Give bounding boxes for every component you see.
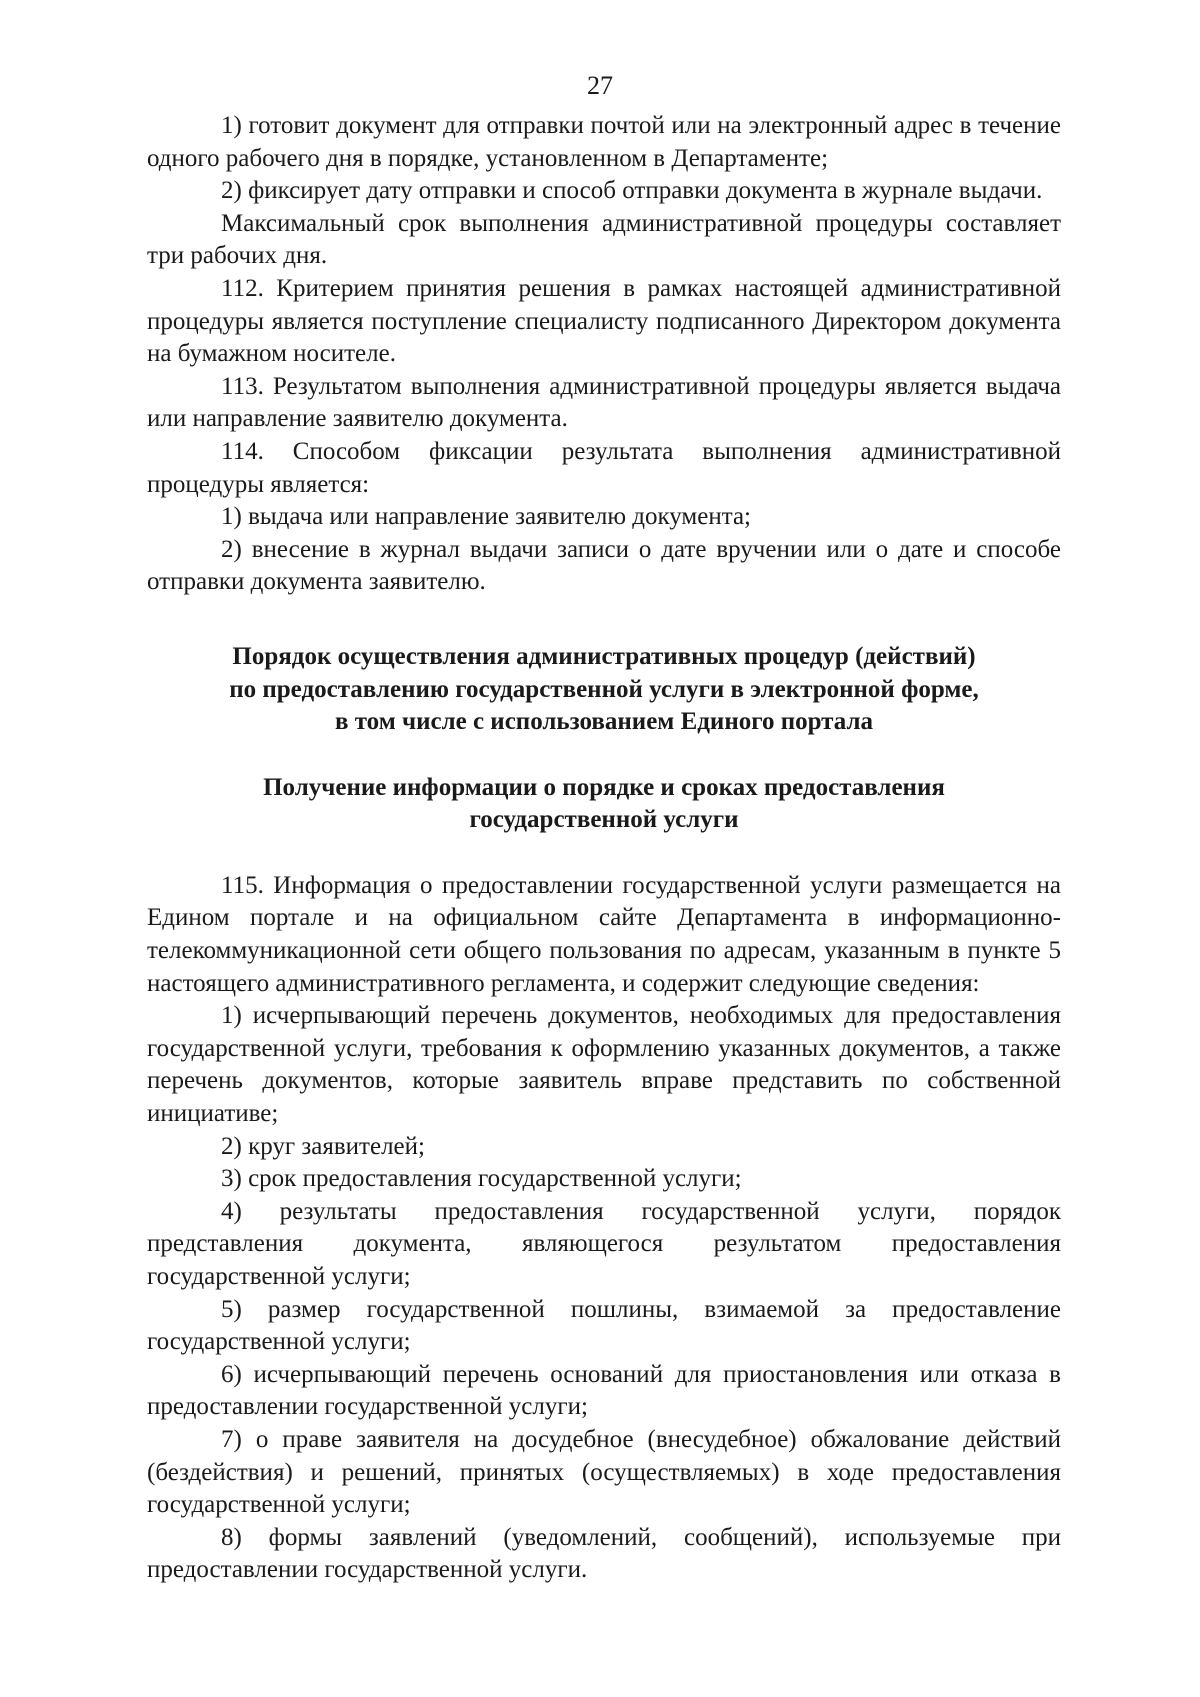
list-item: 1) исчерпывающий перечень документов, необходимых для предоставления государственной услуги, требования к оформлению указанных документов, а также перечень документов, которые заявитель вправе представить по собственной инициативе;	[147, 1002, 1061, 1128]
list-item: 8) формы заявлений (уведомлений, сообщений), используемые при предоставлении государственной услуги.	[147, 1523, 1061, 1584]
list-item: 7) о праве заявителя на досудебное (внесудебное) обжалование действий (бездействия) и решений, принятых (осуществляемых) в ходе предоставления государственной услуги;	[147, 1425, 1061, 1519]
subsection-heading	[147, 772, 1061, 837]
paragraph: 2) фиксирует дату отправки и способ отправки документа в журнале выдачи.	[221, 177, 1043, 205]
section-heading	[147, 641, 1061, 739]
paragraph-112: 112. Критерием принятия решения в рамках настоящей административной процедуры является поступление специалисту подписанного Директором документа на бумажном носителе.	[147, 274, 1061, 368]
list-item: 4) результаты предоставления государственной услуги, порядок представления документа, являющегося результатом предоставления государственной услуги;	[147, 1197, 1061, 1290]
paragraph-113: 113. Результатом выполнения административной процедуры является выдача или направление заявителю документа.	[147, 372, 1061, 433]
list-item: 6) исчерпывающий перечень оснований для приостановления или отказа в предоставлении государственной услуги;	[147, 1360, 1061, 1421]
paragraph: 1) готовит документ для отправки почтой или на электронный адрес в течение одного рабочего дня в порядке, установленном в Департаменте;	[147, 112, 1061, 172]
paragraph: Максимальный срок выполнения административной процедуры составляет три рабочих дня.	[147, 209, 1061, 270]
heading-line: Получение информации о порядке и сроках предоставления	[263, 773, 945, 801]
paragraph: 1) выдача или направление заявителю документа;	[221, 503, 751, 531]
heading-line: по предоставлению государственной услуги в электронной форме,	[229, 675, 979, 703]
list-item: 2) круг заявителей;	[221, 1132, 425, 1160]
paragraph-115: 115. Информация о предоставлении государственной услуги размещается на Едином портале и на официальном сайте Департамента в информационно-телекоммуникационной сети общего пользования по адресам, указанным в пункте 5 настоящего административного регламента, и содержит следующие сведения:	[147, 871, 1061, 997]
paragraph-114: 114. Способом фиксации результата выполнения административной процедуры является:	[147, 437, 1061, 498]
document-body	[147, 110, 1061, 1587]
list-item: 3) срок предоставления государственной услуги;	[221, 1165, 742, 1193]
page-number: 27	[587, 71, 613, 100]
paragraph: 2) внесение в журнал выдачи записи о дате вручении или о дате и способе отправки документа заявителю.	[147, 535, 1061, 596]
heading-line: в том числе с использованием Единого портала	[334, 708, 874, 736]
heading-line: государственной услуги	[469, 806, 739, 834]
heading-line: Порядок осуществления административных процедур (действий)	[232, 642, 976, 670]
list-item: 5) размер государственной пошлины, взимаемой за предоставление государственной услуги;	[147, 1295, 1061, 1356]
